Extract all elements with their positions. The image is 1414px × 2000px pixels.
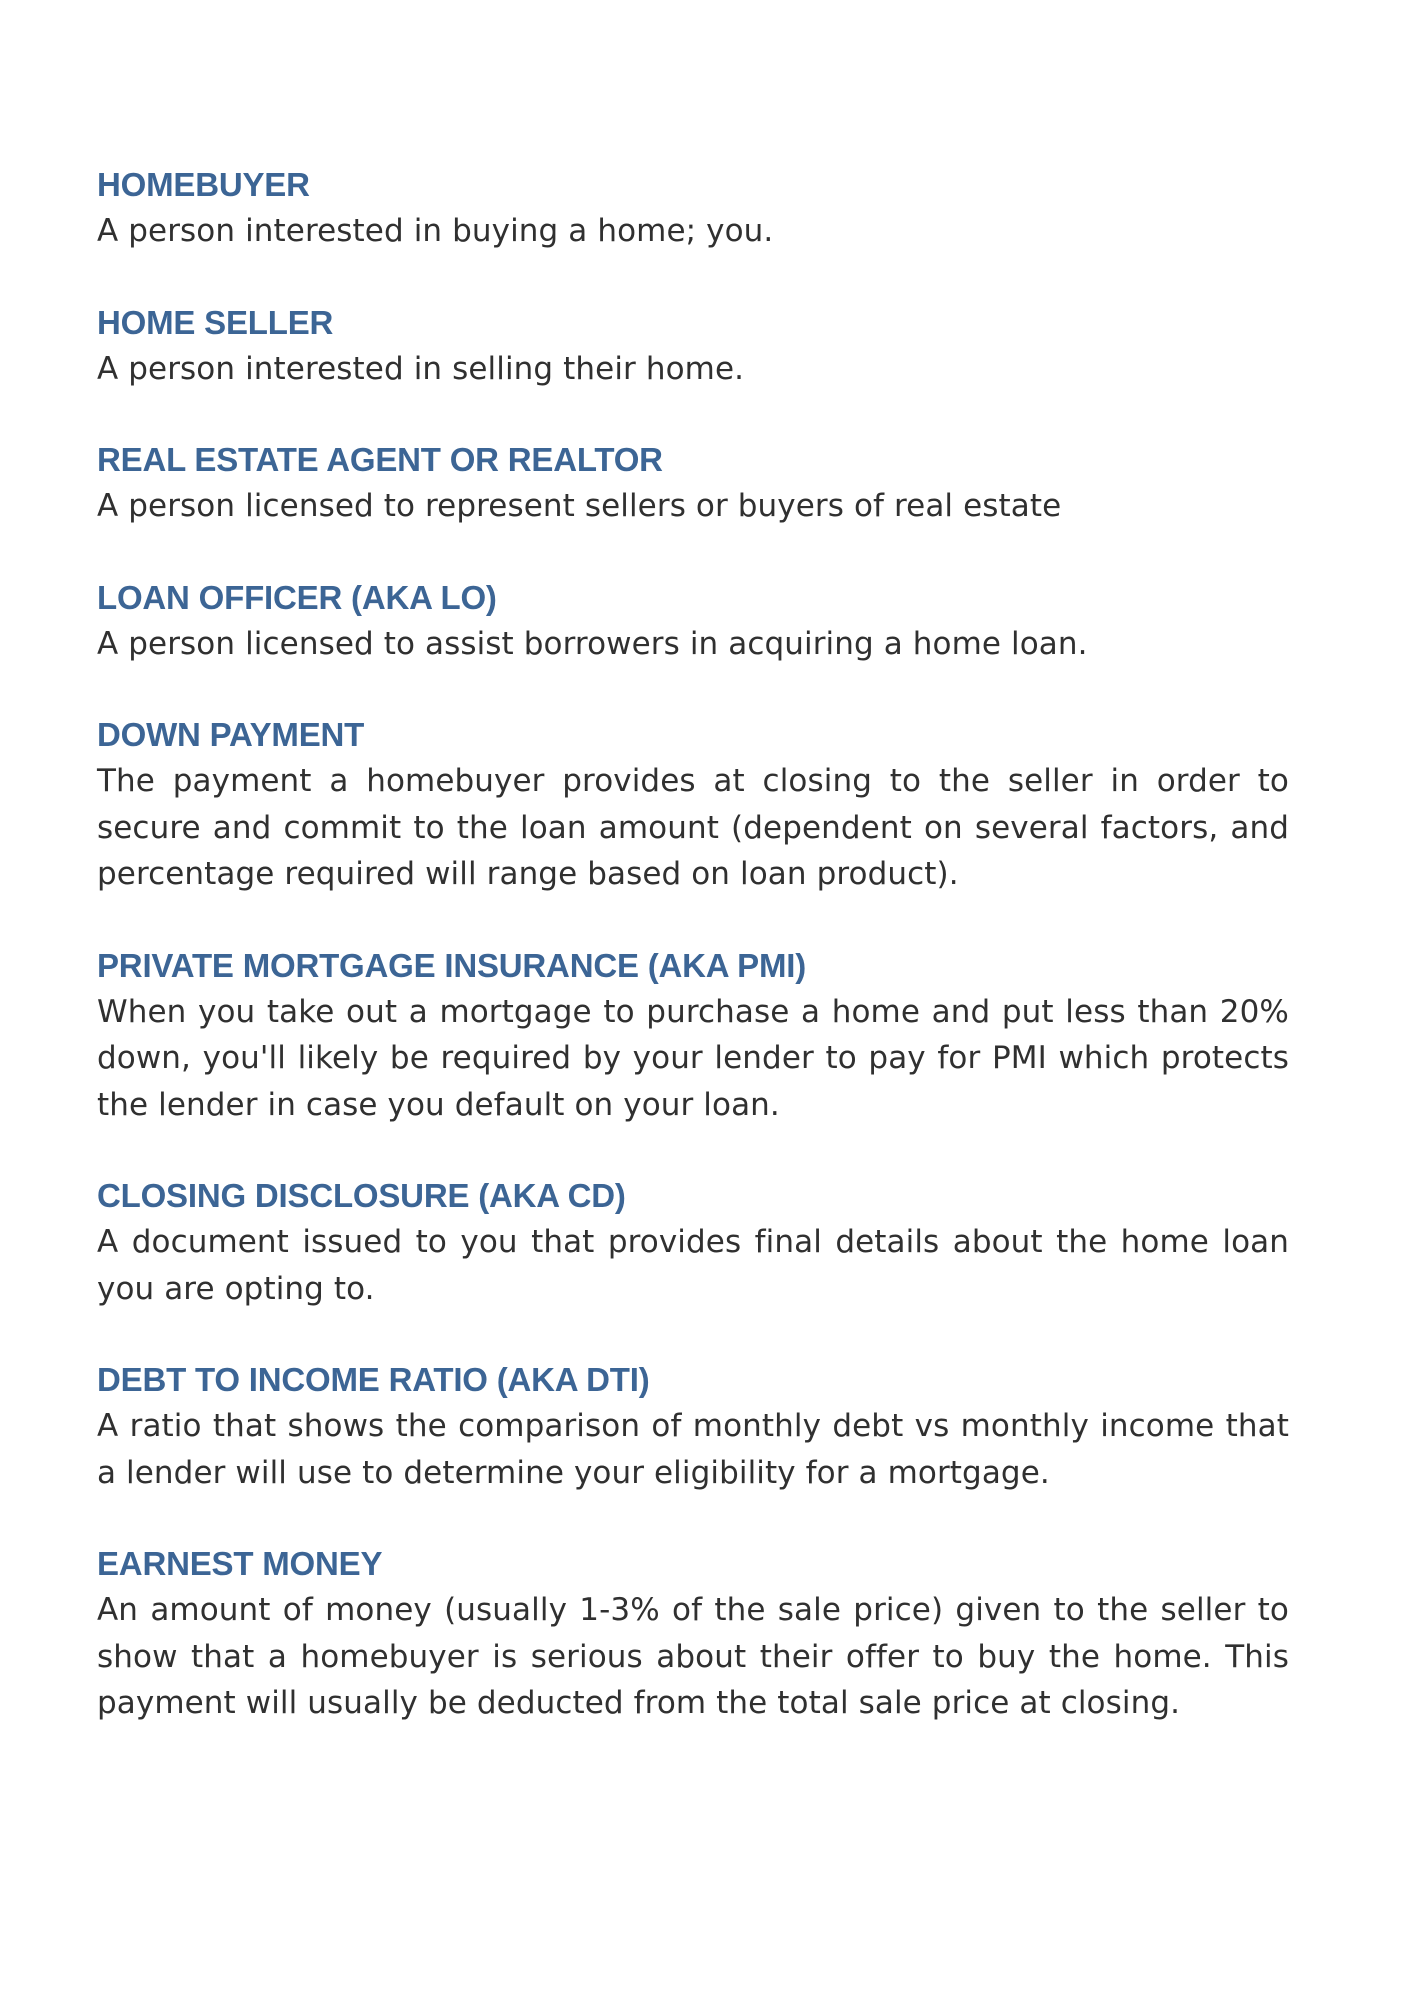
glossary-entry-earnest-money xyxy=(97,1541,1289,1727)
glossary-entry-down-payment xyxy=(97,712,1289,898)
term-definition: A ratio that shows the comparison of monthly debt vs monthly income that a lender will use to determine your eligibility for a mortgage. xyxy=(97,1408,1289,1491)
term-definition: A person licensed to represent sellers or buyers of real estate xyxy=(97,488,1062,524)
term-definition: When you take out a mortgage to purchase a home and put less than 20% down, you'll likely be required by your lender to pay for PMI which protects the lender in case you default on your loan. xyxy=(97,993,1289,1123)
glossary-entry-real-estate-agent xyxy=(97,437,1289,530)
term-heading: CLOSING DISCLOSURE (AKA CD) xyxy=(97,1177,626,1214)
glossary-entry-dti xyxy=(97,1357,1289,1496)
term-heading: LOAN OFFICER (AKA LO) xyxy=(97,578,497,616)
term-heading: DOWN PAYMENT xyxy=(97,716,365,753)
term-definition: A person interested in buying a home; you. xyxy=(97,213,774,249)
glossary-entry-loan-officer xyxy=(97,575,1289,668)
term-heading: REAL ESTATE AGENT OR REALTOR xyxy=(97,441,663,478)
term-heading: DEBT TO INCOME RATIO (AKA DTI) xyxy=(97,1361,650,1398)
term-definition: An amount of money (usually 1-3% of the sale price) given to the seller to show that a homebuyer is serious about their offer to buy the home. This payment will usually be deducted from the total sale price at closing. xyxy=(97,1592,1289,1721)
term-heading: HOME SELLER xyxy=(97,303,334,341)
term-definition: A document issued to you that provides final details about the home loan you are opting to. xyxy=(97,1224,1289,1307)
term-definition: A person interested in selling their home. xyxy=(97,350,745,387)
term-definition: A person licensed to assist borrowers in acquiring a home loan. xyxy=(97,625,1088,662)
glossary-entry-closing-disclosure xyxy=(97,1173,1289,1312)
term-heading: EARNEST MONEY xyxy=(97,1545,383,1582)
glossary-entry-homebuyer xyxy=(97,162,1289,255)
term-heading: PRIVATE MORTGAGE INSURANCE (AKA PMI) xyxy=(97,946,807,984)
glossary-entry-home-seller xyxy=(97,300,1289,393)
term-heading: HOMEBUYER xyxy=(97,166,310,203)
term-definition: The payment a homebuyer provides at closing to the seller in order to secure and commit to the loan amount (dependent on several factors, and percentage required will range based on loan product). xyxy=(97,763,1289,892)
glossary-entry-pmi xyxy=(97,943,1289,1129)
glossary-page xyxy=(97,162,1289,1772)
